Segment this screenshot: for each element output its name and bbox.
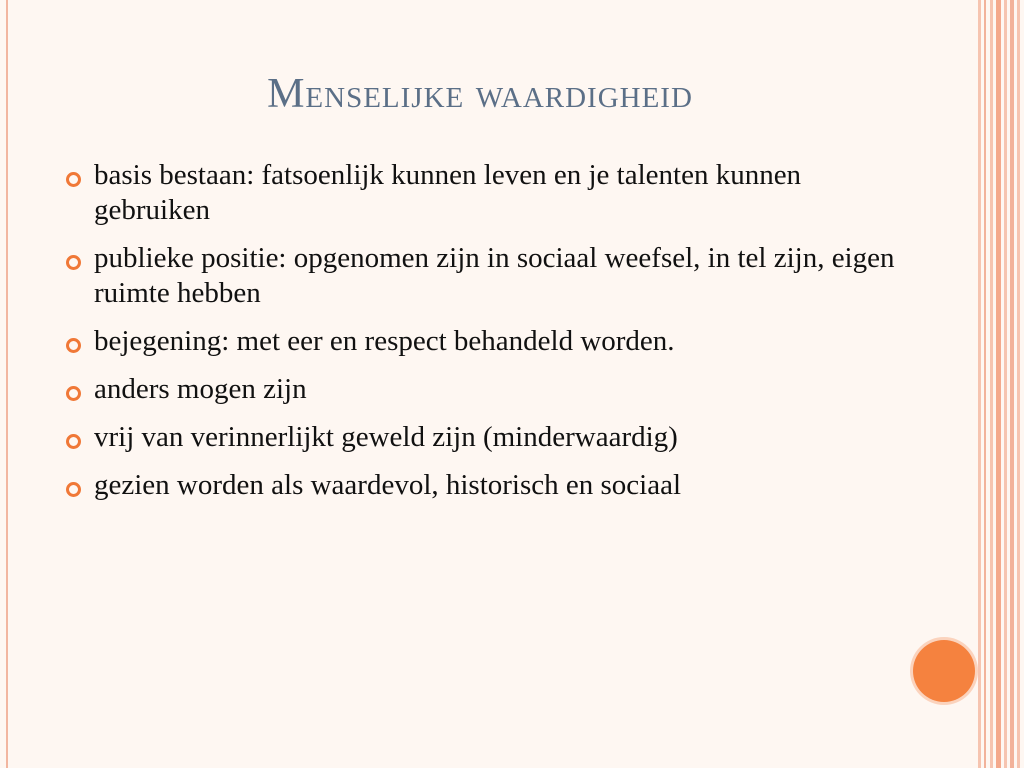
right-stripe [990,0,993,768]
bullet-item [64,324,924,359]
orange-circle-decoration [913,640,975,702]
slide-title: Menselijke waardigheid [267,71,693,117]
right-stripe [978,0,981,768]
bullet-text: basis bestaan: fatsoenlijk kunnen leven en je talenten kunnen gebruiken [94,159,802,226]
ring-bullet-icon [66,386,81,401]
ring-bullet-icon [66,434,81,449]
right-stripe [1004,0,1007,768]
right-stripe [1010,0,1014,768]
bullet-text: publieke positie: opgenomen zijn in sociaal weefsel, in tel zijn, eigen ruimte hebben [94,242,895,309]
right-stripe [984,0,986,768]
right-stripe [996,0,1001,768]
right-stripe [1017,0,1020,768]
ring-bullet-icon [66,482,81,497]
bullet-item [64,372,924,407]
bullet-item [64,420,924,455]
bullet-item [64,158,924,228]
left-border-line [6,0,8,768]
bullet-text: anders mogen zijn [94,373,307,405]
bullet-item [64,241,924,311]
ring-bullet-icon [66,338,81,353]
bullet-list [64,158,924,516]
ring-bullet-icon [66,255,81,270]
ring-bullet-icon [66,172,81,187]
bullet-text: bejegening: met eer en respect behandeld worden. [94,325,675,357]
bullet-item [64,468,924,503]
bullet-text: gezien worden als waardevol, historisch en sociaal [94,469,682,501]
bullet-text: vrij van verinnerlijkt geweld zijn (minderwaardig) [94,421,678,453]
